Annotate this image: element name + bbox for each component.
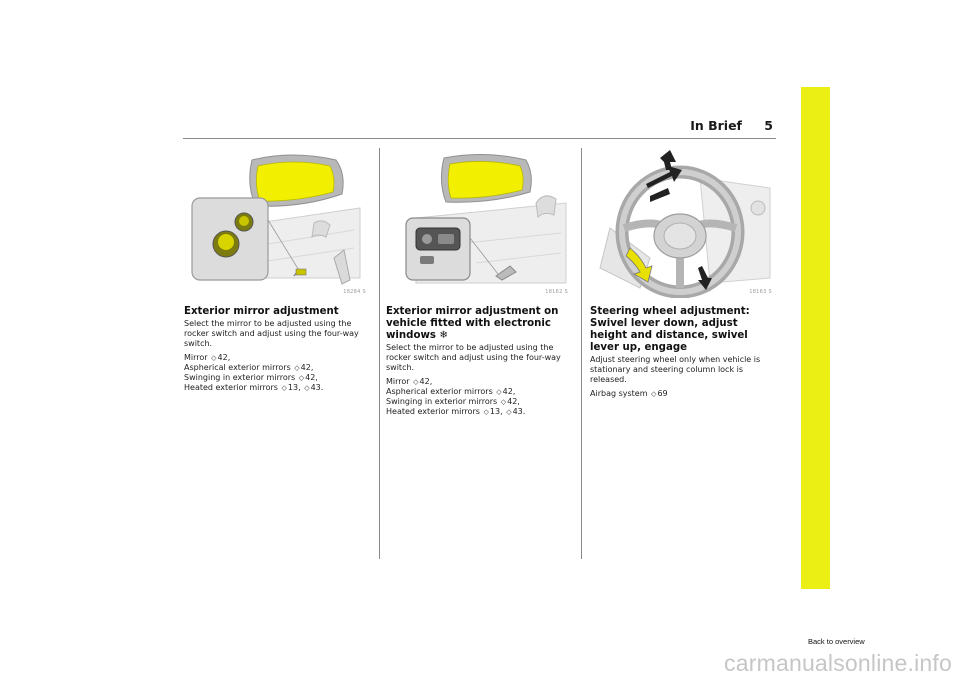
column-mirror-adjustment <box>184 148 370 396</box>
page-ref-icon: ◇ <box>483 407 489 416</box>
ref-label: Heated exterior mirrors <box>184 382 278 392</box>
page-ref-icon: ◇ <box>211 353 217 362</box>
ref-link[interactable]: 43. <box>512 406 526 416</box>
ref-label: Swinging in exterior mirrors <box>184 372 296 382</box>
ref-label: Mirror <box>386 376 410 386</box>
steering-wheel-figure <box>590 148 776 298</box>
ref-label: Airbag system <box>590 388 648 398</box>
figure-code: 18162 S <box>545 289 568 295</box>
ref-label: Heated exterior mirrors <box>386 406 480 416</box>
ref-link[interactable]: 42, <box>419 376 433 386</box>
site-watermark: carmanualsonline.info <box>724 650 952 676</box>
page-ref-icon: ◇ <box>500 397 507 406</box>
page-ref-icon: ◇ <box>304 383 310 392</box>
ref-label: Mirror <box>184 352 208 362</box>
column-divider-1 <box>379 148 380 559</box>
reference-list <box>184 353 370 393</box>
electronic-mirror-figure <box>386 148 572 298</box>
reference-list <box>386 377 572 417</box>
page-header <box>183 118 776 138</box>
figure-code: 18284 S <box>343 289 366 295</box>
page-ref-icon: ◇ <box>281 383 287 392</box>
page-ref-icon: ◇ <box>651 389 657 398</box>
column-electronic-mirror-adjustment <box>386 148 572 420</box>
header-divider <box>183 138 776 139</box>
ref-link[interactable]: 42, <box>217 352 231 362</box>
body-text: Select the mirror to be adjusted using the rocker switch and adjust using the four-way switch. <box>386 343 561 372</box>
heading-steering-wheel-adjustment: Steering wheel adjustment: Swivel lever down, adjust height and distance, swivel lever up, engage <box>590 306 750 353</box>
page-number: 5 <box>764 118 773 133</box>
ref-label: Aspherical exterior mirrors <box>184 362 291 372</box>
ref-link[interactable]: 69 <box>657 388 668 398</box>
snowflake-icon: ❄ <box>439 330 449 341</box>
page-ref-icon: ◇ <box>298 373 305 382</box>
ref-link[interactable]: 42, <box>507 396 520 406</box>
ref-link[interactable]: 42, <box>300 362 314 372</box>
ref-link[interactable]: 42, <box>502 386 516 396</box>
ref-link[interactable]: 43. <box>310 382 324 392</box>
mirror-door-illustration <box>184 148 370 298</box>
column-steering-wheel-adjustment <box>590 148 776 402</box>
body-text: Select the mirror to be adjusted using the rocker switch and adjust using the four-way switch. <box>184 319 359 348</box>
mirror-adjustment-figure <box>184 148 370 298</box>
ref-link[interactable]: 42, <box>305 372 318 382</box>
figure-code: 18163 S <box>749 289 772 295</box>
ref-link[interactable]: 13, <box>287 382 301 392</box>
mirror-window-switch-illustration <box>386 148 572 298</box>
page-ref-icon: ◇ <box>496 387 502 396</box>
back-to-overview-link[interactable]: Back to overview <box>808 637 865 646</box>
body-text: Adjust steering wheel only when vehicle is stationary and steering column lock is released. <box>590 355 761 384</box>
page-ref-icon: ◇ <box>413 377 419 386</box>
section-title: In Brief <box>690 118 742 133</box>
steering-wheel-illustration <box>590 148 776 298</box>
chapter-tab-bar <box>801 87 830 589</box>
heading-mirror-adjustment: Exterior mirror adjustment <box>184 306 339 317</box>
ref-link[interactable]: 13, <box>489 406 503 416</box>
ref-label: Aspherical exterior mirrors <box>386 386 493 396</box>
heading-text: Exterior mirror adjustment on vehicle fitted with electronic windows <box>386 306 559 341</box>
page-ref-icon: ◇ <box>294 363 300 372</box>
ref-label: Swinging in exterior mirrors <box>386 396 498 406</box>
heading-electronic-mirror-adjustment <box>386 306 572 342</box>
reference-list <box>590 389 776 399</box>
page-ref-icon: ◇ <box>506 407 512 416</box>
column-divider-2 <box>581 148 582 559</box>
